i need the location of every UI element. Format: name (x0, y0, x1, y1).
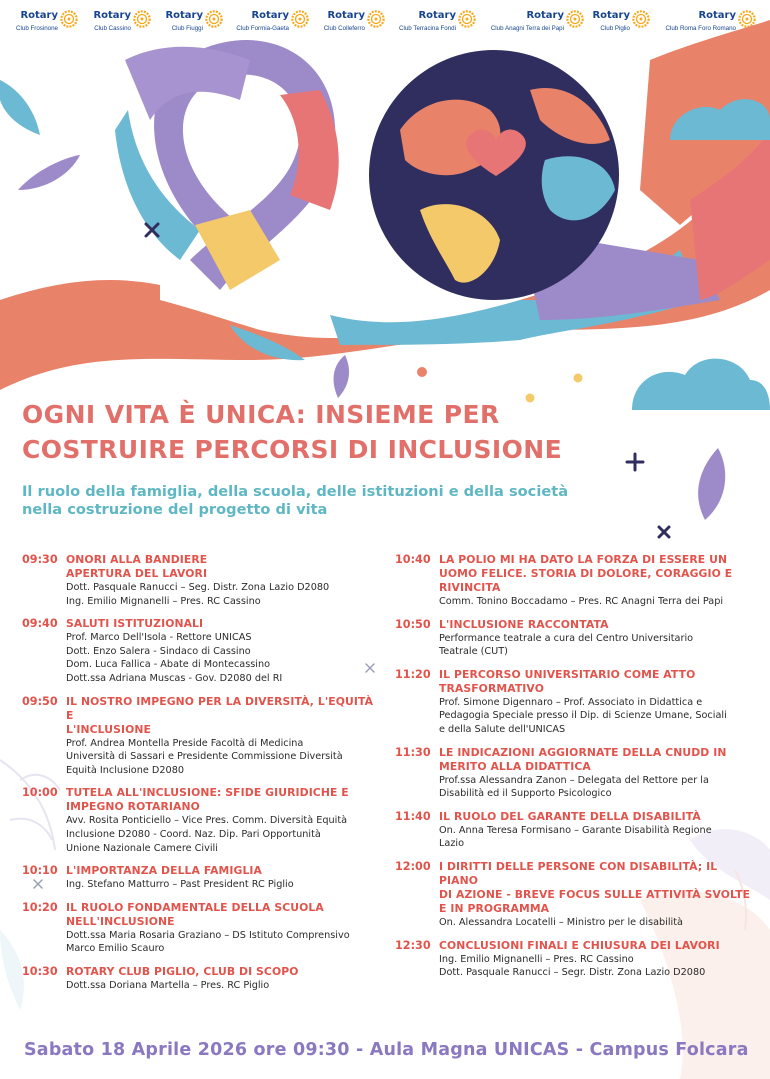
program-speaker: Dott.ssa Doriana Martella – Pres. RC Piglio (66, 979, 270, 991)
program-time: 09:30 (22, 553, 58, 566)
event-date-location: Sabato 18 Aprile 2026 ore 09:30 - Aula Magna UNICAS - Campus Folcara (24, 1040, 749, 1060)
program-body (439, 810, 757, 851)
program-heading: IL RUOLO DEL GARANTE DELLA DISABILITÀ (439, 809, 701, 823)
sponsor-club: Club Terracina Fondi (399, 25, 456, 32)
program-heading: L'INCLUSIONE RACCONTATA (439, 617, 609, 631)
program-speaker: Inclusione D2080 - Coord. Naz. Dip. Pari Opportunità (66, 828, 321, 840)
program-speaker: Ing. Stefano Matturro – Past President RC Piglio (66, 879, 294, 891)
program-time: 10:30 (22, 964, 58, 978)
sponsor-brand: Rotary (418, 10, 456, 21)
program-time: 12:30 (395, 938, 431, 952)
program-heading: UOMO FELICE. STORIA DI DOLORE, CORAGGIO E (439, 567, 733, 580)
program-speaker: Comm. Tonino Boccadamo – Pres. RC Anagni Terra dei Papi (439, 596, 724, 607)
sponsor-brand: Rotary (327, 10, 365, 21)
program-speaker: Università di Sassari e Presidente Commissione Diversità (66, 751, 343, 763)
globe-icon (369, 50, 619, 300)
sponsor-brand: Rotary (251, 10, 289, 21)
program-heading: IMPEGNO ROTARIANO (66, 800, 200, 814)
program-item (395, 618, 757, 659)
program-item (22, 901, 384, 956)
program-heading: L'IMPORTANZA DELLA FAMIGLIA (66, 864, 263, 878)
program-speaker: Dott.ssa Adriana Muscas - Gov. D2080 del RI (66, 672, 283, 684)
program-speaker: Performance teatrale a cura del Centro Universitario (439, 632, 694, 644)
program-speaker: Teatrale (CUT) (439, 646, 508, 658)
program-heading: IL NOSTRO IMPEGNO PER LA DIVERSITÀ, L'EQUITÀ E (66, 694, 374, 722)
program-time: 10:00 (22, 786, 58, 800)
program-heading: L'INCLUSIONE (66, 722, 152, 736)
program-speaker: Marco Emilio Scauro (66, 943, 165, 955)
sponsor-brand: Rotary (20, 10, 58, 21)
sponsor-brand: Rotary (526, 10, 564, 21)
program-heading: NELL'INCLUSIONE (66, 914, 175, 928)
program-heading: I DIRITTI DELLE PERSONE CON DISABILITÀ; IL PIANO (439, 859, 718, 887)
program-heading: MERITO ALLA DIDATTICA (439, 759, 591, 773)
program-speaker: On. Anna Teresa Formisano – Garante Disabilità Regione (439, 824, 712, 836)
program-item (395, 939, 757, 980)
program-time: 09:40 (22, 617, 58, 631)
program-item (395, 810, 757, 851)
subtitle-line: nella costruzione del progetto di vita (22, 501, 328, 519)
program-body (66, 617, 384, 685)
program-body (439, 553, 757, 609)
sponsor-brand: Rotary (698, 10, 736, 21)
program-body (66, 695, 384, 778)
program-heading: LA POLIO MI HA DATO LA FORZA DI ESSERE UN (439, 553, 728, 566)
program-heading: ONORI ALLA BANDIERE (66, 553, 208, 566)
program-heading: CONCLUSIONI FINALI E CHIUSURA DEI LAVORI (439, 938, 720, 952)
program-speaker: Dott. Pasquale Ranucci – Segr. Distr. Zona Lazio D2080 (439, 967, 706, 979)
program-heading: LE INDICAZIONI AGGIORNATE DELLA CNUDD IN (439, 745, 727, 759)
program-time: 11:30 (395, 745, 431, 759)
program-body (439, 618, 757, 659)
program-item (395, 860, 757, 930)
program-speaker: Dott. Pasquale Ranucci – Seg. Distr. Zona Lazio D2080 (66, 582, 330, 593)
sponsor-club: Club Colleferro (323, 25, 365, 32)
program-speaker: Unione Nazionale Camere Civili (66, 842, 218, 854)
program-speaker: Prof. Marco Dell'Isola - Rettore UNICAS (66, 632, 252, 644)
program-item (22, 553, 384, 608)
sponsor-brand: Rotary (165, 10, 203, 21)
program-time: 10:50 (395, 617, 431, 631)
program-item (395, 746, 757, 801)
program-heading: SALUTI ISTITUZIONALI (66, 617, 204, 631)
program-body (439, 746, 757, 801)
subtitle-line: Il ruolo della famiglia, della scuola, delle istituzioni e della società (22, 483, 569, 500)
program-speaker: Prof. Simone Digennaro – Prof. Associato in Didattica e (439, 696, 703, 708)
program-item (395, 668, 757, 737)
program-item (22, 695, 384, 778)
leaf-icon (334, 355, 349, 398)
program-item (22, 864, 384, 892)
program-item (22, 786, 384, 855)
program-heading: E IN PROGRAMMA (439, 901, 550, 915)
program-time: 09:50 (22, 694, 58, 708)
program-speaker: Prof.ssa Alessandra Zanon – Delegata del Rettore per la (439, 774, 709, 786)
program-body (66, 965, 384, 993)
program-time: 10:40 (395, 553, 431, 566)
program-time: 10:20 (22, 900, 58, 914)
program-speaker: Ing. Emilio Mignanelli – Pres. RC Cassino (66, 595, 261, 607)
subtitle (22, 483, 568, 520)
program-heading: APERTURA DEL LAVORI (66, 567, 208, 580)
sponsor-brand: Rotary (592, 10, 630, 21)
program-body (439, 668, 757, 737)
title-line: COSTRUIRE PERCORSI DI INCLUSIONE (22, 434, 563, 464)
program-heading: IL PERCORSO UNIVERSITARIO COME ATTO (439, 667, 696, 681)
program-time: 11:40 (395, 809, 431, 823)
program-heading: RIVINCITA (439, 581, 501, 594)
program-speaker: Pedagogia Speciale presso il Dip. di Scienze Umane, Sociali (439, 710, 727, 722)
program-item (22, 965, 384, 993)
program-speaker: Dott. Enzo Salera - Sindaco di Cassino (66, 645, 251, 657)
program-body (66, 786, 384, 855)
program-heading: TUTELA ALL'INCLUSIONE: SFIDE GIURIDICHE E (66, 786, 349, 800)
program-left-column (22, 553, 384, 1002)
program-body (66, 553, 384, 608)
sponsor-club: Club Anagni Terra dei Papi (490, 25, 564, 32)
program-speaker: Lazio (439, 838, 465, 850)
leaf-icon (0, 80, 40, 135)
sponsor-club: Club Piglio (600, 25, 630, 32)
sponsor-club: Club Frosinone (16, 25, 58, 32)
program-heading: DI AZIONE - BREVE FOCUS SULLE ATTIVITÀ SVOLTE (439, 887, 751, 901)
program-heading: TRASFORMATIVO (439, 681, 544, 695)
program-item (22, 617, 384, 685)
program-speaker: Prof. Andrea Montella Preside Facoltà di Medicina (66, 737, 304, 749)
leaf-icon (698, 448, 725, 520)
sponsor-club: Club Cassino (94, 25, 131, 32)
program-speaker: On. Alessandra Locatelli – Ministro per le disabilità (439, 916, 683, 928)
leaf-icon (18, 155, 80, 190)
program-speaker: Dom. Luca Fallica - Abate di Montecassino (66, 659, 271, 671)
program-item (395, 553, 757, 609)
program-speaker: Dott.ssa Maria Rosaria Graziano – DS Istituto Comprensivo (66, 929, 350, 941)
program-speaker: Disabilità ed il Supporto Psicologico (439, 788, 612, 800)
program-heading: IL RUOLO FONDAMENTALE DELLA SCUOLA (66, 900, 324, 914)
program-body (439, 860, 757, 930)
sponsor-club: Club Roma Foro Romano (665, 25, 736, 32)
program-time: 12:00 (395, 859, 431, 873)
program-time: 11:20 (395, 667, 431, 681)
sponsor-club: Club Fiuggi (171, 25, 203, 32)
program-body (66, 864, 384, 892)
program-heading: ROTARY CLUB PIGLIO, CLUB DI SCOPO (66, 964, 299, 978)
program-speaker: Ing. Emilio Mignanelli – Pres. RC Cassino (439, 953, 634, 965)
program-body (66, 901, 384, 956)
program-time: 10:10 (22, 864, 58, 878)
program-body (439, 939, 757, 980)
program-speaker: Avv. Rosita Ponticiello – Vice Pres. Comm. Diversità Equità (66, 815, 348, 827)
program-right-column (395, 553, 757, 989)
sponsor-brand: Rotary (93, 10, 131, 21)
title-line: OGNI VITA È UNICA: INSIEME PER (22, 400, 500, 429)
sponsor-club: Club Formia-Gaeta (236, 25, 289, 32)
program-speaker: e della Salute dell'UNICAS (439, 723, 566, 735)
program-speaker: Equità Inclusione D2080 (66, 764, 185, 776)
page-title (22, 398, 562, 467)
